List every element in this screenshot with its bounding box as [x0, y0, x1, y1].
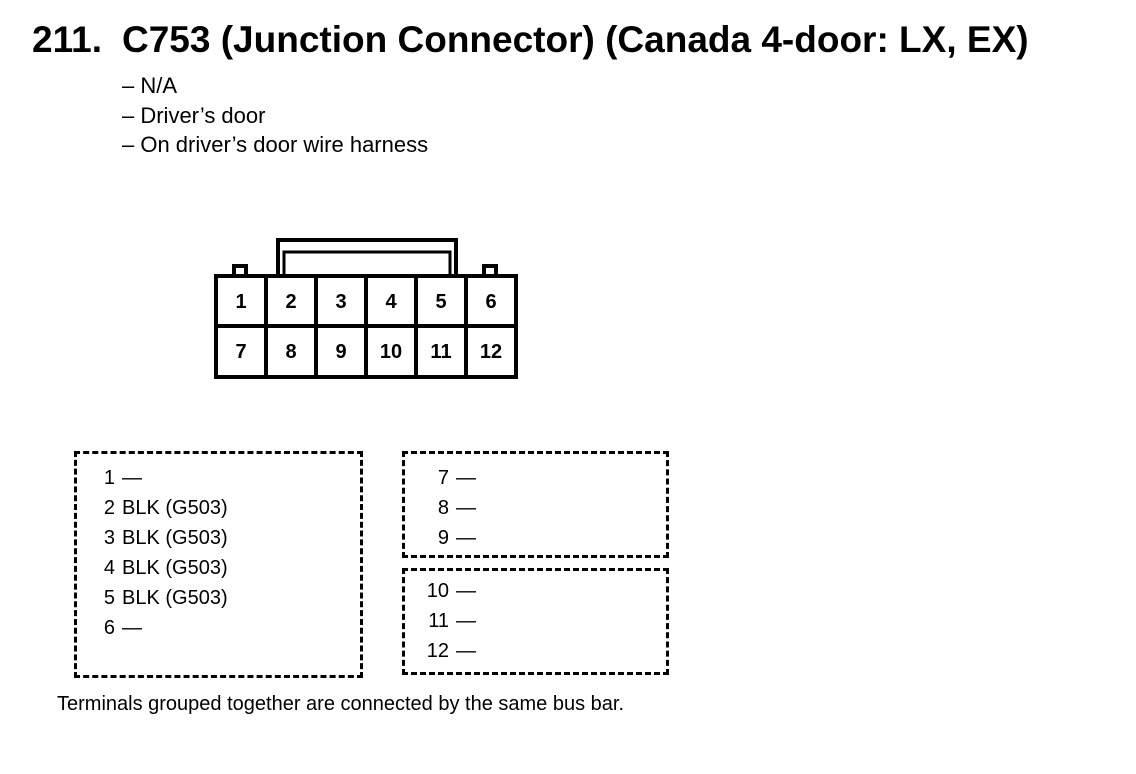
bus-bar-group-2	[402, 451, 669, 558]
terminal-description: BLK (G503)	[122, 557, 228, 579]
terminal-number: 12	[426, 640, 449, 662]
terminal-number: 1	[103, 467, 115, 489]
terminal-description: BLK (G503)	[122, 527, 228, 549]
terminal-number: 8	[437, 497, 449, 519]
terminal-row	[99, 553, 228, 583]
terminal-description: —	[456, 527, 476, 549]
terminal-number: 3	[103, 527, 115, 549]
pin-label: 2	[285, 291, 297, 313]
terminal-number: 9	[437, 527, 449, 549]
terminal-row	[99, 493, 228, 523]
pin-label: 8	[285, 341, 297, 363]
info-harness: – On driver’s door wire harness	[122, 132, 429, 157]
terminal-row	[99, 583, 228, 613]
terminal-description: —	[122, 617, 142, 639]
terminal-number: 6	[103, 617, 115, 639]
terminal-row	[99, 523, 228, 553]
bus-bar-group-1	[74, 451, 363, 678]
pin-label: 1	[235, 291, 247, 313]
terminal-number: 10	[426, 580, 449, 602]
connector-latch-inner	[284, 252, 450, 276]
terminal-description: —	[456, 610, 476, 632]
terminal-number: 5	[103, 587, 115, 609]
pin-label: 3	[335, 291, 347, 313]
pin-label: 5	[435, 291, 447, 313]
pin-label: 9	[335, 341, 347, 363]
terminal-row	[419, 523, 476, 553]
page-title: C753 (Junction Connector) (Canada 4-door: LX, EX)	[122, 19, 1029, 60]
bus-bar-footnote: Terminals grouped together are connected by the same bus bar.	[57, 693, 625, 715]
pin-label: 6	[485, 291, 497, 313]
terminal-row	[99, 613, 228, 643]
terminal-row	[419, 493, 476, 523]
terminal-row	[419, 576, 476, 606]
info-location: – Driver’s door	[122, 102, 266, 128]
terminal-row	[419, 636, 476, 666]
terminal-description: BLK (G503)	[122, 587, 228, 609]
bus-bar-group-3	[402, 568, 669, 675]
terminal-number: 4	[103, 557, 115, 579]
terminal-number: 2	[103, 497, 115, 519]
terminal-description: —	[456, 467, 476, 489]
pin-label: 4	[385, 291, 397, 313]
pin-label: 7	[235, 341, 247, 363]
terminal-description: —	[456, 580, 476, 602]
connector-latch-outer	[278, 240, 456, 276]
terminal-number: 7	[437, 467, 449, 489]
terminal-row	[419, 463, 476, 493]
terminal-description: —	[456, 640, 476, 662]
pin-label: 12	[479, 341, 503, 363]
connector-index-number: 211.	[32, 19, 102, 60]
terminal-description: —	[122, 467, 142, 489]
terminal-row	[419, 606, 476, 636]
terminal-number: 11	[428, 610, 449, 632]
pin-label: 10	[379, 341, 403, 363]
pin-label: 11	[430, 341, 452, 363]
terminal-description: —	[456, 497, 476, 519]
terminal-row	[99, 463, 228, 493]
info-color: – N/A	[122, 73, 178, 98]
terminal-description: BLK (G503)	[122, 497, 228, 519]
